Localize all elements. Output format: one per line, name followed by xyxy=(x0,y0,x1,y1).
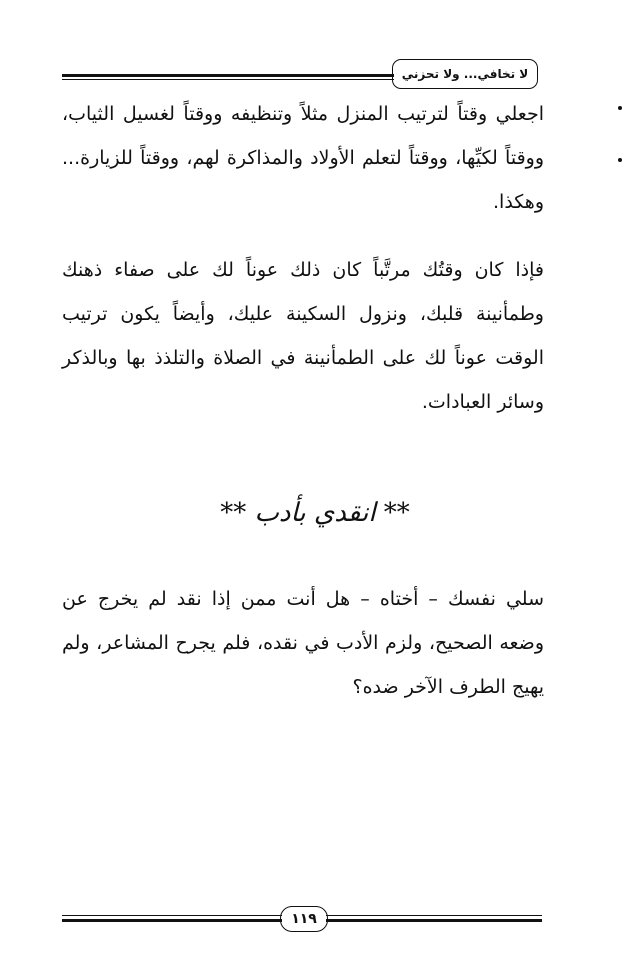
page-number: ١١٩ xyxy=(280,906,328,932)
footer-rule-right xyxy=(326,912,542,926)
scan-mark xyxy=(618,158,622,162)
scan-mark xyxy=(618,106,622,110)
paragraph-criticism: سلي نفسك – أختاه – هل أنت ممن إذا نقد لم يخرج عن وضعه الصحيح، ولزم الأدب في نقده، فلم يجرح المشاعر، ولم يهيج الطرف الآخر ضده؟ xyxy=(62,588,544,698)
paragraph-time-schedule: اجعلي وقتاً لترتيب المنزل مثلاً وتنظيفه ووقتاً لغسيل الثياب، ووقتاً لكيِّها، ووقتاً لتعلم الأولاد والمذاكرة لهم، ووقتاً للزيارة... وهكذا. xyxy=(62,103,544,213)
running-title: لا تخافي... ولا تحزني xyxy=(392,59,538,89)
section-heading: ** انقدي بأدب ** xyxy=(220,498,410,528)
header-rule xyxy=(62,70,394,84)
paragraph-benefits: فإذا كان وقتُك مرتَّباً كان ذلك عوناً لك على صفاء ذهنك وطمأنينة قلبك، ونزول السكينة عليك، وأيضاً يكون ترتيب الوقت عوناً لك على الطمأنينة في الصلاة والتلذذ بها وبالذكر وسائر العبادات. xyxy=(62,259,544,413)
footer-rule-left xyxy=(62,912,282,926)
